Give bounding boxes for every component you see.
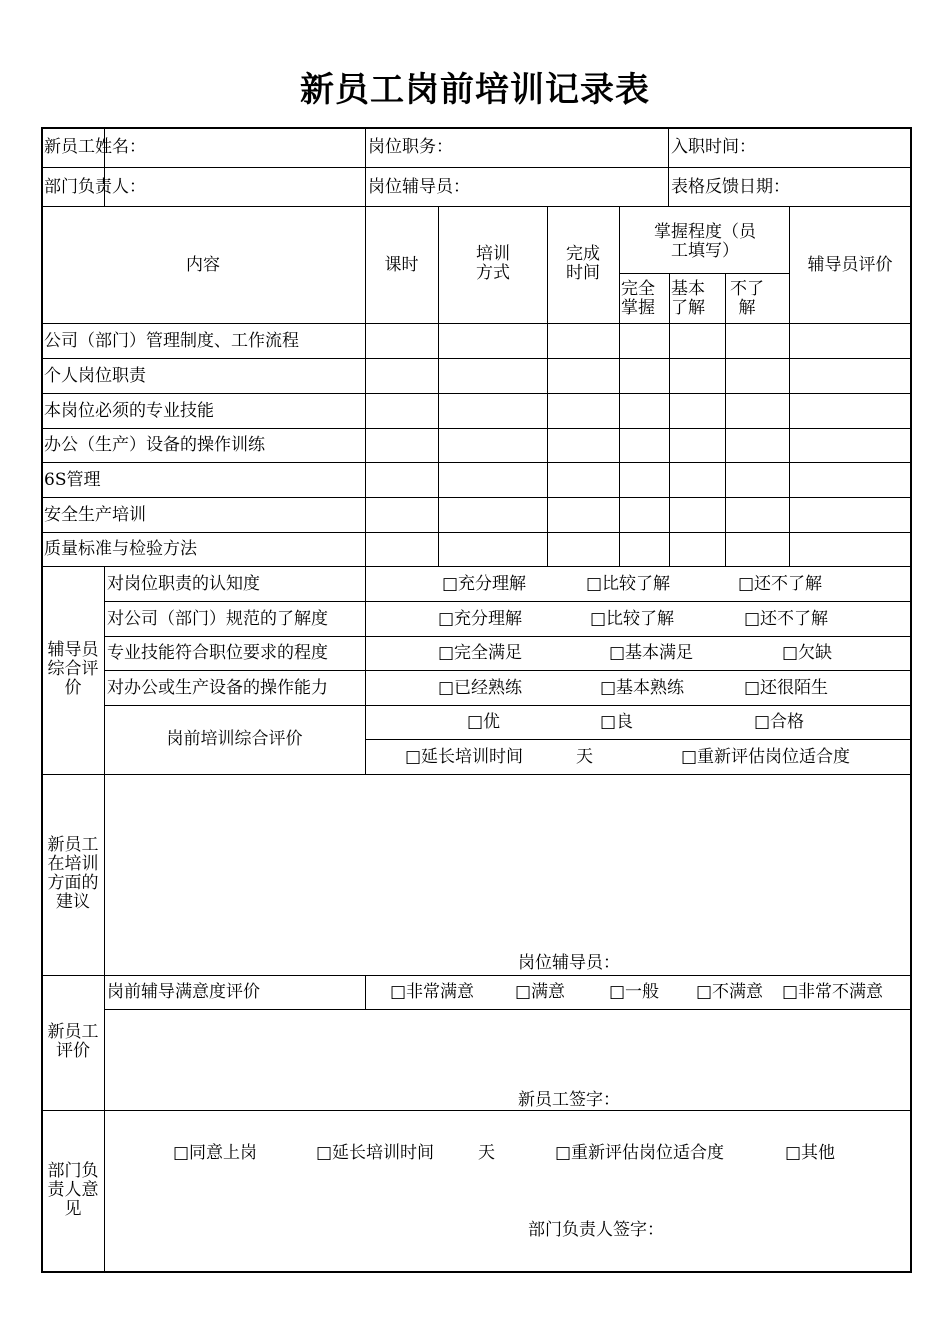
training-item: 个人岗位职责 [44, 366, 146, 386]
reassess-checkbox[interactable]: □重新评估岗位适合度 [681, 747, 851, 767]
training-item: 公司（部门）管理制度、工作流程 [44, 331, 299, 351]
entry-date-label: 入职时间： [671, 137, 756, 157]
option-checkbox[interactable]: □同意上岗 [173, 1143, 258, 1163]
mentor-signature-label: 岗位辅导员： [518, 953, 620, 973]
option-checkbox[interactable]: □已经熟练 [438, 678, 523, 698]
days-label: 天 [478, 1143, 495, 1163]
option-checkbox[interactable]: □还不了解 [744, 609, 829, 629]
satisfaction-label: 岗前辅导满意度评价 [107, 982, 260, 1002]
training-item: 6S管理 [44, 470, 101, 490]
training-item: 安全生产培训 [44, 505, 146, 525]
option-checkbox[interactable]: □基本熟练 [600, 678, 685, 698]
training-item: 办公（生产）设备的操作训练 [44, 435, 265, 455]
option-checkbox[interactable]: □重新评估岗位适合度 [555, 1143, 725, 1163]
training-item: 质量标准与检验方法 [44, 539, 197, 559]
employee-eval-label: 新员工评价 [47, 1022, 99, 1061]
option-checkbox[interactable]: □良 [600, 712, 634, 732]
employee-signature-label: 新员工签字： [518, 1090, 620, 1110]
name-label: 新员工姓名： [44, 137, 146, 157]
col-completion-time: 完成时间 [566, 244, 600, 283]
eval-item: 对公司（部门）规范的了解度 [107, 609, 328, 629]
option-checkbox[interactable]: □不满意 [696, 982, 764, 1002]
col-basic: 基本了解 [671, 279, 705, 318]
overall-eval-label: 岗前培训综合评价 [166, 729, 303, 749]
mentor-eval-label: 辅导员综合评价 [47, 640, 99, 698]
eval-item: 对办公或生产设备的操作能力 [107, 678, 328, 698]
training-record-form [41, 127, 911, 1273]
option-checkbox[interactable]: □非常不满意 [782, 982, 884, 1002]
page-title: 新员工岗前培训记录表 [300, 70, 650, 110]
col-mentor-eval: 辅导员评价 [807, 255, 893, 275]
eval-item: 对岗位职责的认知度 [107, 574, 260, 594]
option-checkbox[interactable]: □欠缺 [782, 643, 833, 663]
option-checkbox[interactable]: □延长培训时间 [316, 1143, 435, 1163]
dept-head-label: 部门负责人： [44, 177, 146, 197]
option-checkbox[interactable]: □还不了解 [738, 574, 823, 594]
col-content: 内容 [186, 255, 220, 275]
dept-opinion-label: 部门负责人意见 [47, 1161, 99, 1219]
eval-item: 专业技能符合职位要求的程度 [107, 643, 328, 663]
option-checkbox[interactable]: □完全满足 [438, 643, 523, 663]
training-item: 本岗位必须的专业技能 [44, 401, 214, 421]
col-full: 完全掌握 [621, 279, 655, 318]
option-checkbox[interactable]: □合格 [754, 712, 805, 732]
option-checkbox[interactable]: □满意 [515, 982, 566, 1002]
extend-training-checkbox[interactable]: □延长培训时间 [405, 747, 524, 767]
col-hours: 课时 [384, 255, 419, 275]
col-method: 培训方式 [476, 244, 510, 283]
option-checkbox[interactable]: □其他 [785, 1143, 836, 1163]
col-none: 不了解 [730, 279, 764, 318]
position-label: 岗位职务： [368, 137, 453, 157]
option-checkbox[interactable]: □一般 [609, 982, 660, 1002]
option-checkbox[interactable]: □基本满足 [609, 643, 694, 663]
mentor-label: 岗位辅导员： [368, 177, 470, 197]
col-mastery: 掌握程度（员工填写） [654, 222, 756, 261]
option-checkbox[interactable]: □比较了解 [590, 609, 675, 629]
option-checkbox[interactable]: □充分理解 [438, 609, 523, 629]
days-label: 天 [576, 747, 593, 767]
feedback-date-label: 表格反馈日期： [671, 177, 790, 197]
option-checkbox[interactable]: □比较了解 [586, 574, 671, 594]
option-checkbox[interactable]: □充分理解 [442, 574, 527, 594]
option-checkbox[interactable]: □非常满意 [390, 982, 475, 1002]
option-checkbox[interactable]: □还很陌生 [744, 678, 829, 698]
option-checkbox[interactable]: □优 [467, 712, 501, 732]
suggestion-label: 新员工在培训方面的建议 [47, 835, 99, 912]
dept-signature-label: 部门负责人签字： [528, 1220, 664, 1240]
